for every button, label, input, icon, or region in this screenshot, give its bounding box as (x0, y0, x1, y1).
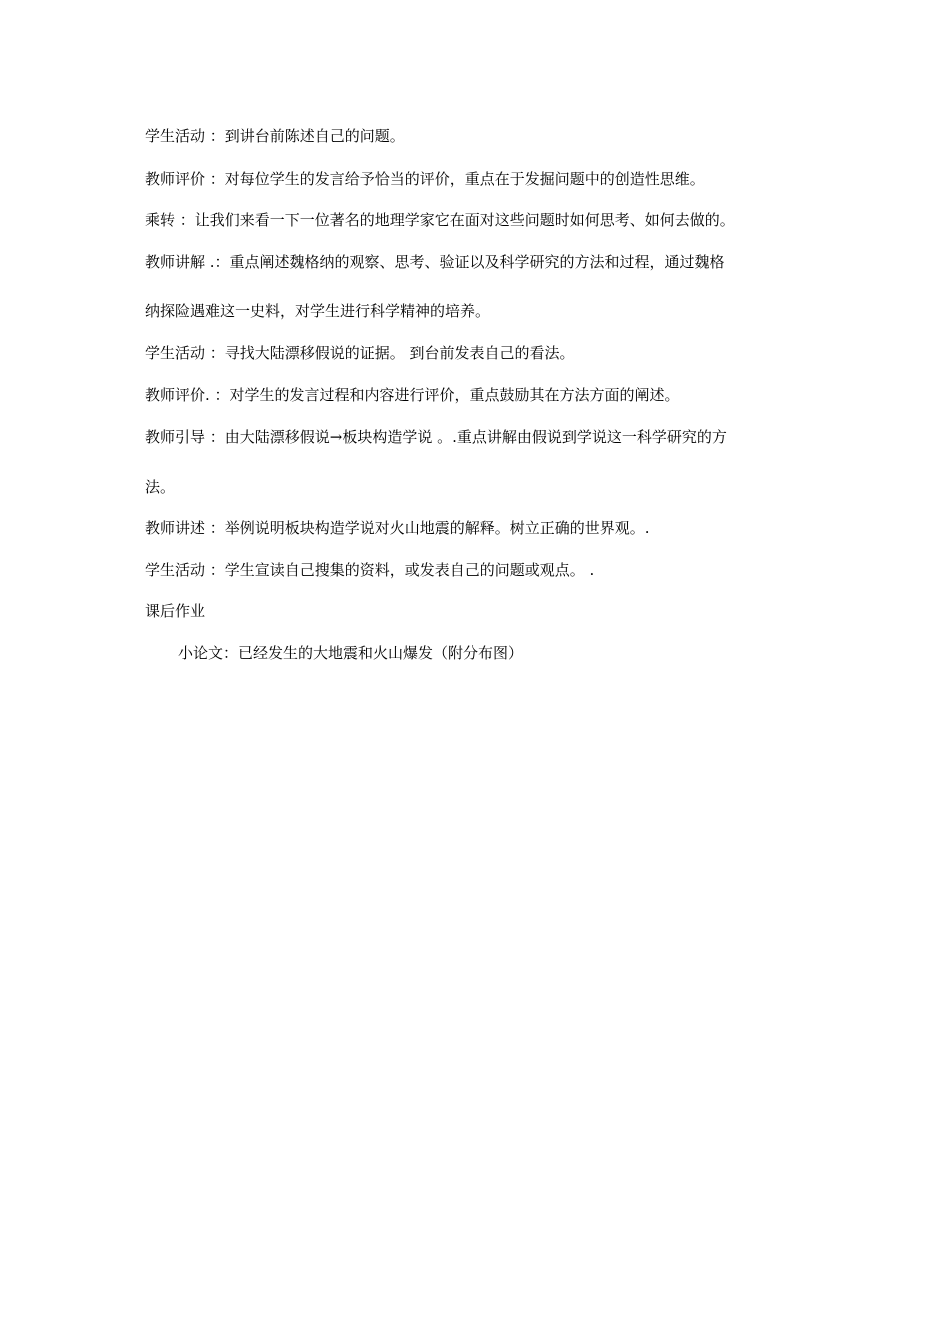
text-line-teacher-guidance-cont: 法。 (145, 478, 176, 496)
text-line-student-activity-1: 学生活动 ：到讲台前陈述自己的问题。 (145, 127, 405, 145)
text-line-student-activity-3: 学生活动 ：学生宣读自己搜集的资料，或发表自己的问题或观点。 . (145, 561, 595, 579)
text-line-teacher-lecture-1-cont: 纳探险遇难这一史料，对学生进行科学精神的培养。 (145, 302, 491, 320)
section-heading-homework: 课后作业 (145, 602, 206, 620)
text-line-student-activity-2: 学生活动 ：寻找大陆漂移假说的证据。 到台前发表自己的看法。 (145, 344, 575, 362)
text-line-teacher-evaluation-1: 教师评价 ：对每位学生的发言给予恰当的评价，重点在于发掘问题中的创造性思维。 (145, 170, 705, 188)
text-line-homework-essay: 小论文：已经发生的大地震和火山爆发（附分布图） (178, 644, 524, 662)
text-line-teacher-guidance: 教师引导 ：由大陆漂移假说→板块构造学说 。.重点讲解由假说到学说这一科学研究的方 (145, 428, 727, 446)
text-line-teacher-evaluation-2: 教师评价. ：对学生的发言过程和内容进行评价，重点鼓励其在方法方面的阐述。 (145, 386, 680, 404)
text-line-transition: 乘转 ：让我们来看一下一位著名的地理学家它在面对这些问题时如何思考、如何去做的。 (145, 211, 735, 229)
text-line-teacher-narration: 教师讲述 ：举例说明板块构造学说对火山地震的解释。树立正确的世界观。. (145, 519, 650, 537)
text-line-teacher-lecture-1: 教师讲解 .：重点阐述魏格纳的观察、思考、验证以及科学研究的方法和过程，通过魏格 (145, 253, 725, 271)
